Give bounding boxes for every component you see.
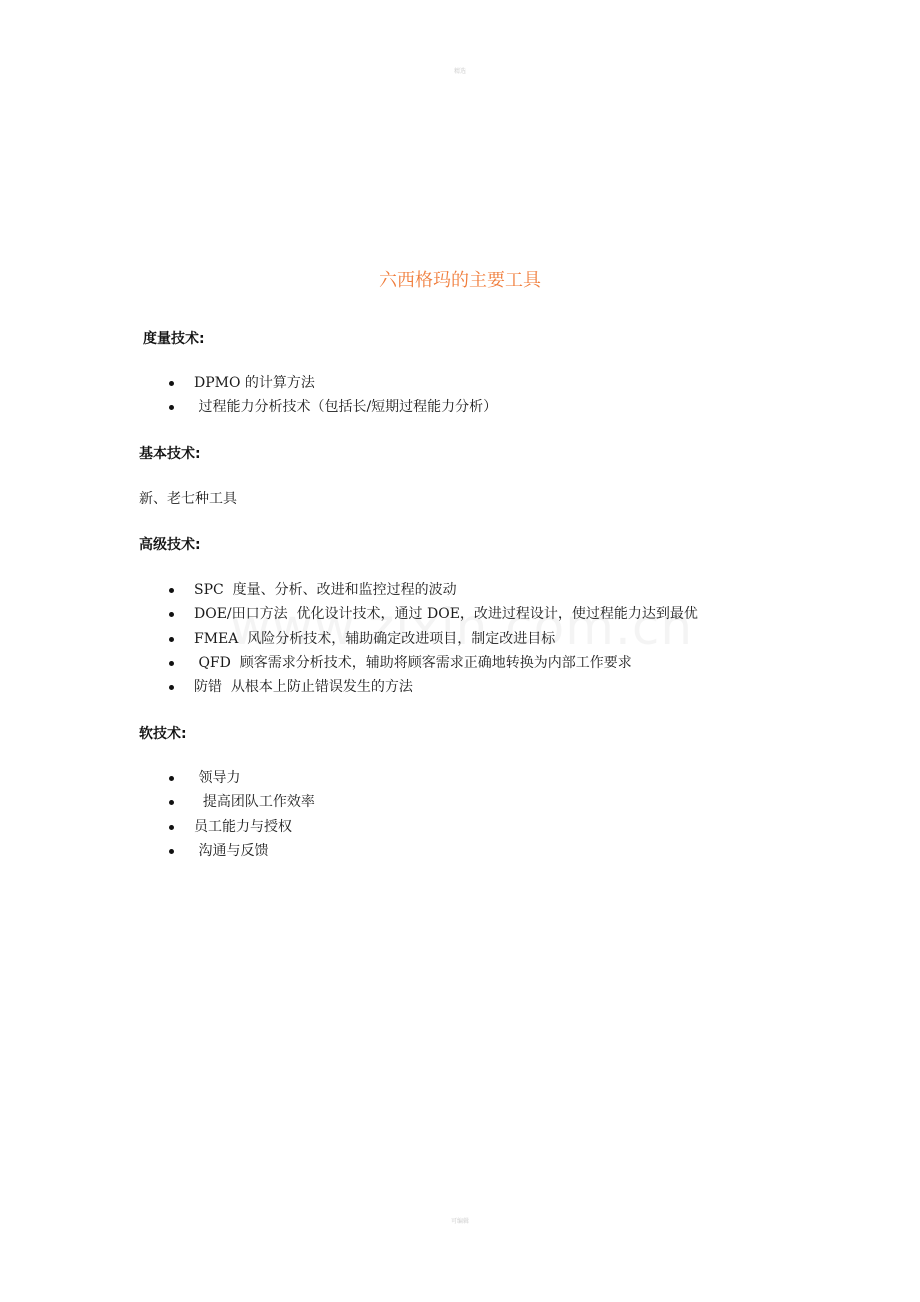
bullet-icon	[169, 381, 174, 386]
section-heading-soft: 软技术:	[139, 726, 187, 742]
list-item-text: QFD 顾客需求分析技术，辅助将顾客需求正确地转换为内部工作要求	[194, 654, 632, 671]
list-item-text: 过程能力分析技术（包括长/短期过程能力分析）	[194, 399, 498, 416]
bullet-icon	[169, 685, 174, 690]
bullet-icon	[169, 661, 174, 666]
section-heading-advanced: 高级技术:	[139, 537, 201, 553]
section-heading-basic: 基本技术:	[139, 446, 201, 462]
bullet-icon	[169, 588, 174, 593]
list-item-text: DPMO 的计算方法	[194, 375, 315, 391]
list-item-text: 提高团队工作效率	[194, 794, 315, 811]
bullet-icon	[169, 405, 174, 410]
bullet-icon	[169, 637, 174, 642]
bullet-icon	[169, 825, 174, 830]
section-heading-measurement: 度量技术:	[143, 331, 205, 347]
list-item-text: 沟通与反馈	[194, 842, 269, 859]
bullet-icon	[169, 800, 174, 805]
bullet-icon	[169, 849, 174, 854]
bullet-icon	[169, 612, 174, 617]
list-item-text: 领导力	[194, 770, 241, 786]
basic-text: 新、老七种工具	[139, 491, 237, 507]
footer-mark: 可编辑	[450, 1218, 469, 1225]
list-item-text: 防错 从根本上防止错误发生的方法	[194, 679, 413, 696]
list-item-text: SPC 度量、分析、改进和监控过程的波动	[194, 582, 457, 598]
document-title: 六西格玛的主要工具	[379, 270, 541, 291]
header-mark: 精选	[453, 68, 466, 75]
list-item-text: FMEA 风险分析技术，辅助确定改进项目，制定改进目标	[194, 630, 556, 647]
bullet-icon	[169, 776, 174, 781]
list-item-text: DOE/田口方法 优化设计技术，通过 DOE，改进过程设计，使过程能力达到最优	[194, 606, 698, 623]
list-item-text: 员工能力与授权	[194, 818, 292, 835]
